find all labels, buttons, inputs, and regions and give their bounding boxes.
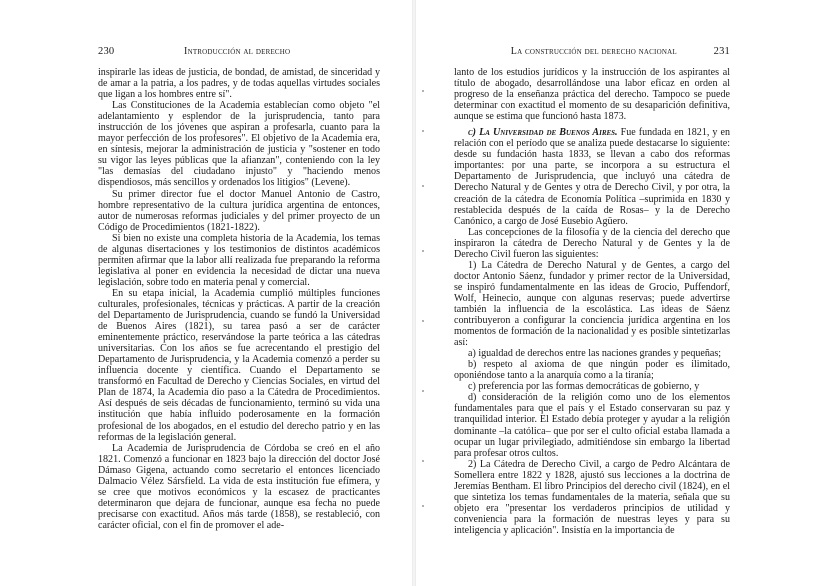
left-running-title: Introducción al derecho	[184, 46, 291, 57]
paragraph: Las concepciones de la filosofía y de la ciencia del derecho que inspiraron la cátedra de Derecho Natural y de Gentes y la de Derecho Civil fueron las siguientes:	[454, 226, 730, 260]
list-item: d) consideración de la religión como uno de los elementos fundamentales para que el país y el Estado conservaran su paz y tranquilidad interior. El Estado debía proteger y ayudar a la religión dominante –la católica– que por ser el culto oficial estaba llamada a ocupar un lugar privilegiado, admitiéndose sin embargo la libertad para profesar otros cultos.	[454, 392, 730, 459]
right-page-number: 231	[713, 46, 730, 57]
right-body-text	[454, 67, 730, 536]
list-item: b) respeto al axioma de que ningún poder es ilimitado, oponiéndose tanto a la anarquía como a la tiranía;	[454, 359, 730, 382]
paragraph: lanto de los estudios jurídicos y la instrucción de los aspirantes al título de abogado, desarrollándose una labor eficaz en orden al progreso de la enseñanza práctica del derecho. Tampoco se puede determinar con exactitud el momento de su desaparición definitiva, aunque se estima que funcionó hasta 1873.	[454, 67, 730, 123]
section-text: Fue fundada en 1821, y en relación con el período que se analiza puede destacarse lo siguiente: desde su fundación hasta 1833, se llevan a cabo dos reformas importantes: por una parte, se incorpora a su estructura el Departamento de Jurisprudencia, que incluyó una cátedra de Derecho Natural y de Gentes y otra de Derecho Civil, y por otra, la creación de la cátedra de Economía Política –suprimida en 1830 y restablecida después de la caída de Rosas– y la de Derecho Canónico, a cargo de José Eusebio Agüero.	[454, 127, 731, 227]
paragraph: En su etapa inicial, la Academia cumplió múltiples funciones culturales, profesionales, técnicas y prácticas. A partir de la creación del Departamento de Jurisprudencia, cuando se fundó la Universidad de Buenos Aires (1821), su tarea pasó a ser de carácter eminentemente práctico, reservándose la parte teórica a las cátedras universitarias. Con los años se fue acrecentando el prestigio del Departamento de Jurisprudencia, y la Academia comenzó a perder su influencia docente y científica. Cuando el Departamento se transformó en Facultad de Derecho y Ciencias Sociales, en virtud del Plan de 1874, la Academia dio paso a la Cátedra de Procedimientos. Así después de seis décadas de funcionamiento, terminó su vida una institución que había influido poderosamente en la formación profesional de los abogados, en el estudio del derecho patrio y en las reformas de la legislación general.	[98, 287, 380, 443]
paragraph: Las Constituciones de la Academia establecían como objeto "el adelantamiento y esplendor de la jurisprudencia, tanto para instrucción de los jóvenes que aspiran a profesarla, cuanto para la mayor perfección de los profesores". El objetivo de la Academia era, en síntesis, mejorar la administración de justicia y "sostener en todo su vigor las leyes públicas que la afianzan", conteniendo con la ley "las demasías del ciudadano injusto" y "haciendo menos dispendiosos, más sencillos y ordenados los litigios" (Levene).	[98, 100, 380, 189]
list-item: c) preferencia por las formas democráticas de gobierno, y	[468, 381, 700, 393]
paragraph: La Academia de Jurisprudencia de Córdoba se creó en el año 1821. Comenzó a funcionar en 1823 bajo la dirección del doctor José Dámaso Gigena, actuando como secretario el entonces licenciado Dalmacio Vélez Sársfield. La vida de esta institución fue efímera, y se cree que motivos económicos y la escasez de practicantes determinaron que dejara de funcionar, aunque esa fecha no puede precisarse con exactitud. Años más tarde (1858), se restableció, con carácter oficial, con el fin de promover el ade-	[98, 442, 380, 531]
left-body-text	[98, 67, 380, 531]
right-page	[414, 0, 828, 586]
section-heading: c) La Universidad de Buenos Aires.	[468, 127, 618, 139]
list-item: a) igualdad de derechos entre las naciones grandes y pequeñas;	[468, 348, 722, 360]
paragraph: 2) La Cátedra de Derecho Civil, a cargo de Pedro Alcántara de Somellera entre 1822 y 1828, ajustó sus lecciones a la doctrina de Jeremías Bentham. El libro Principios del derecho civil (1824), en el que sintetiza los temas fundamentales de la materia, señala que su objeto era "presentar los verdaderos principios de utilidad y conveniencia para la formación de nuestras leyes y para su inteligencia y aplicación". Insistía en la importancia de	[454, 458, 730, 536]
paragraph: Si bien no existe una completa historia de la Academia, los temas de algunas disertaciones y los testimonios de distintos académicos permiten afirmar que la labor allí realizada fue preparando la reforma legislativa al poner en evidencia la necesidad de dictar una nueva legislación, sobre todo en materia penal y comercial.	[98, 232, 380, 288]
left-running-head	[98, 46, 380, 57]
paragraph: 1) La Cátedra de Derecho Natural y de Gentes, a cargo del doctor Antonio Sáenz, fundador y primer rector de la Universidad, se inspiró fundamentalmente en las ideas de Grocio, Puffendorf, Wolf, Heinecio, aunque con algunas reservas; puede advertirse también la influencia de la escolástica. Las ideas de Sáenz contribuyeron a configurar la conciencia jurídica argentina en los momentos de formación de la nacionalidad y es posible sintetizarlas así:	[454, 259, 730, 349]
left-page-number: 230	[98, 46, 115, 57]
scan-margin-marks	[422, 90, 428, 510]
section-paragraph	[454, 127, 730, 226]
paragraph: inspirarle las ideas de justicia, de bondad, de amistad, de sinceridad y de amar a la patria, a los padres, y de todas aquellas virtudes sociales que ligan a los hombres entre sí".	[98, 67, 380, 101]
right-running-head	[454, 46, 730, 57]
right-running-title: La construcción del derecho nacional	[510, 46, 677, 57]
paragraph: Su primer director fue el doctor Manuel Antonio de Castro, hombre representativo de la cultura jurídica argentina de entonces, autor de numerosas reformas judiciales y del primer proyecto de un Código de Procedimientos (1821-1822).	[98, 188, 380, 233]
